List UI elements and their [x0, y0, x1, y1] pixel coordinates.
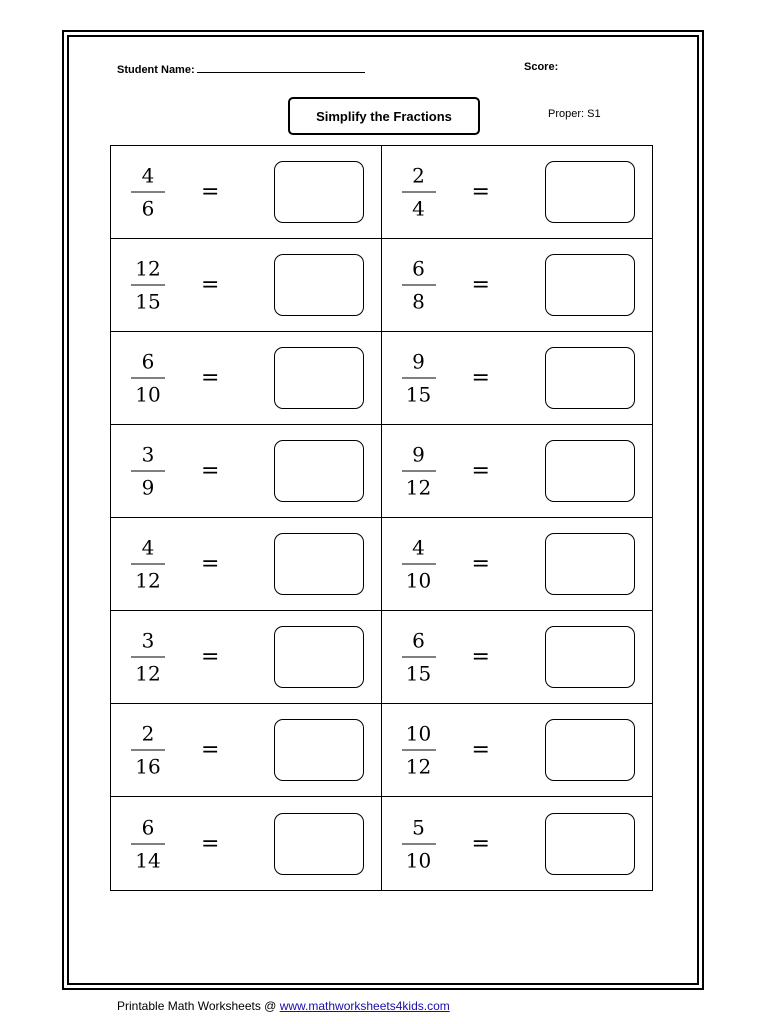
answer-box[interactable]	[545, 533, 635, 595]
numerator: 5	[412, 815, 425, 839]
student-name-blank[interactable]	[197, 61, 365, 73]
answer-box[interactable]	[274, 440, 364, 502]
score-label: Score:	[524, 61, 559, 73]
footer	[117, 999, 450, 1013]
problem-grid	[110, 145, 653, 891]
numerator: 9	[412, 349, 425, 374]
fraction	[131, 721, 165, 780]
fraction-bar	[402, 285, 436, 286]
numerator: 2	[412, 163, 425, 188]
numerator: 3	[141, 628, 155, 653]
equals-sign: =	[471, 644, 490, 670]
answer-box[interactable]	[545, 347, 635, 409]
student-name-label: Student Name:	[117, 64, 195, 76]
numerator: 4	[141, 163, 155, 188]
numerator: 12	[135, 256, 161, 281]
problem-cell	[111, 332, 382, 425]
footer-text: Printable Math Worksheets @	[117, 999, 280, 1013]
denominator: 10	[405, 848, 432, 872]
answer-box[interactable]	[274, 347, 364, 409]
answer-box[interactable]	[274, 254, 364, 316]
fraction	[131, 814, 165, 873]
answer-box[interactable]	[274, 626, 364, 688]
footer-link[interactable]: www.mathworksheets4kids.com	[279, 999, 450, 1013]
fraction-bar	[131, 564, 165, 565]
fraction	[131, 163, 165, 222]
numerator: 9	[412, 442, 425, 467]
problem-cell	[111, 518, 382, 611]
fraction	[402, 628, 436, 687]
problem-cell	[111, 704, 382, 797]
answer-box[interactable]	[545, 440, 635, 502]
answer-box[interactable]	[274, 533, 364, 595]
denominator: 10	[405, 568, 432, 593]
fraction-bar	[402, 192, 436, 193]
equals-sign: =	[201, 365, 220, 391]
equals-sign: =	[471, 551, 490, 577]
fraction	[131, 349, 165, 408]
fraction	[402, 256, 436, 315]
answer-box[interactable]	[545, 254, 635, 316]
equals-sign: =	[201, 179, 220, 205]
equals-sign: =	[201, 458, 220, 484]
denominator: 4	[412, 196, 425, 221]
numerator: 6	[141, 815, 155, 839]
fraction-bar	[131, 192, 165, 193]
fraction	[402, 163, 436, 222]
denominator: 12	[405, 754, 432, 779]
answer-box[interactable]	[545, 161, 635, 223]
problem-cell	[111, 797, 382, 890]
fraction	[131, 442, 165, 501]
numerator: 2	[141, 721, 155, 746]
fraction-bar	[402, 750, 436, 751]
equals-sign: =	[471, 831, 490, 856]
fraction-bar	[402, 843, 436, 844]
equals-sign: =	[201, 831, 220, 856]
problem-cell	[382, 611, 653, 704]
numerator: 4	[141, 535, 155, 560]
numerator: 10	[405, 721, 432, 746]
equals-sign: =	[201, 737, 220, 763]
fraction-bar	[131, 471, 165, 472]
problem-cell	[382, 239, 653, 332]
answer-box[interactable]	[545, 719, 635, 781]
answer-box[interactable]	[545, 626, 635, 688]
fraction	[131, 628, 165, 687]
equals-sign: =	[471, 365, 490, 391]
fraction-bar	[131, 378, 165, 379]
fraction	[402, 535, 436, 594]
denominator: 6	[141, 196, 155, 221]
denominator: 12	[405, 475, 432, 500]
problem-cell	[382, 425, 653, 518]
fraction	[402, 442, 436, 501]
equals-sign: =	[201, 551, 220, 577]
problem-cell	[111, 425, 382, 518]
answer-box[interactable]	[274, 161, 364, 223]
denominator: 8	[412, 289, 425, 314]
problem-cell	[111, 239, 382, 332]
problem-cell	[111, 611, 382, 704]
problem-cell	[382, 518, 653, 611]
numerator: 6	[412, 256, 425, 281]
denominator: 16	[135, 754, 161, 779]
denominator: 15	[405, 382, 432, 407]
problem-cell	[382, 146, 653, 239]
equals-sign: =	[471, 737, 490, 763]
answer-box[interactable]	[274, 813, 364, 875]
fraction-bar	[402, 378, 436, 379]
fraction	[131, 256, 165, 315]
fraction-bar	[402, 471, 436, 472]
denominator: 10	[135, 382, 161, 407]
problem-cell	[382, 797, 653, 890]
equals-sign: =	[201, 644, 220, 670]
fraction	[131, 535, 165, 594]
equals-sign: =	[471, 179, 490, 205]
fraction-bar	[131, 285, 165, 286]
fraction-bar	[131, 750, 165, 751]
denominator: 15	[135, 289, 161, 314]
equals-sign: =	[471, 458, 490, 484]
problem-cell	[382, 704, 653, 797]
denominator: 12	[135, 661, 161, 686]
fraction	[402, 349, 436, 408]
fraction-bar	[131, 843, 165, 844]
numerator: 4	[412, 535, 425, 560]
problem-cell	[382, 332, 653, 425]
fraction	[402, 721, 436, 780]
denominator: 12	[135, 568, 161, 593]
fraction-bar	[402, 564, 436, 565]
problem-cell	[111, 146, 382, 239]
answer-box[interactable]	[545, 813, 635, 875]
denominator: 14	[135, 848, 161, 872]
worksheet-title	[288, 97, 480, 135]
student-name-field	[117, 61, 365, 76]
equals-sign: =	[471, 272, 490, 298]
denominator: 15	[405, 661, 432, 686]
equals-sign: =	[201, 272, 220, 298]
numerator: 6	[141, 349, 155, 374]
denominator: 9	[141, 475, 155, 500]
fraction	[402, 814, 436, 873]
worksheet-title-text: Simplify the Fractions	[316, 108, 452, 124]
numerator: 3	[141, 442, 155, 467]
fraction-bar	[402, 657, 436, 658]
worksheet-level: Proper: S1	[548, 108, 601, 120]
answer-box[interactable]	[274, 719, 364, 781]
numerator: 6	[412, 628, 425, 653]
fraction-bar	[131, 657, 165, 658]
